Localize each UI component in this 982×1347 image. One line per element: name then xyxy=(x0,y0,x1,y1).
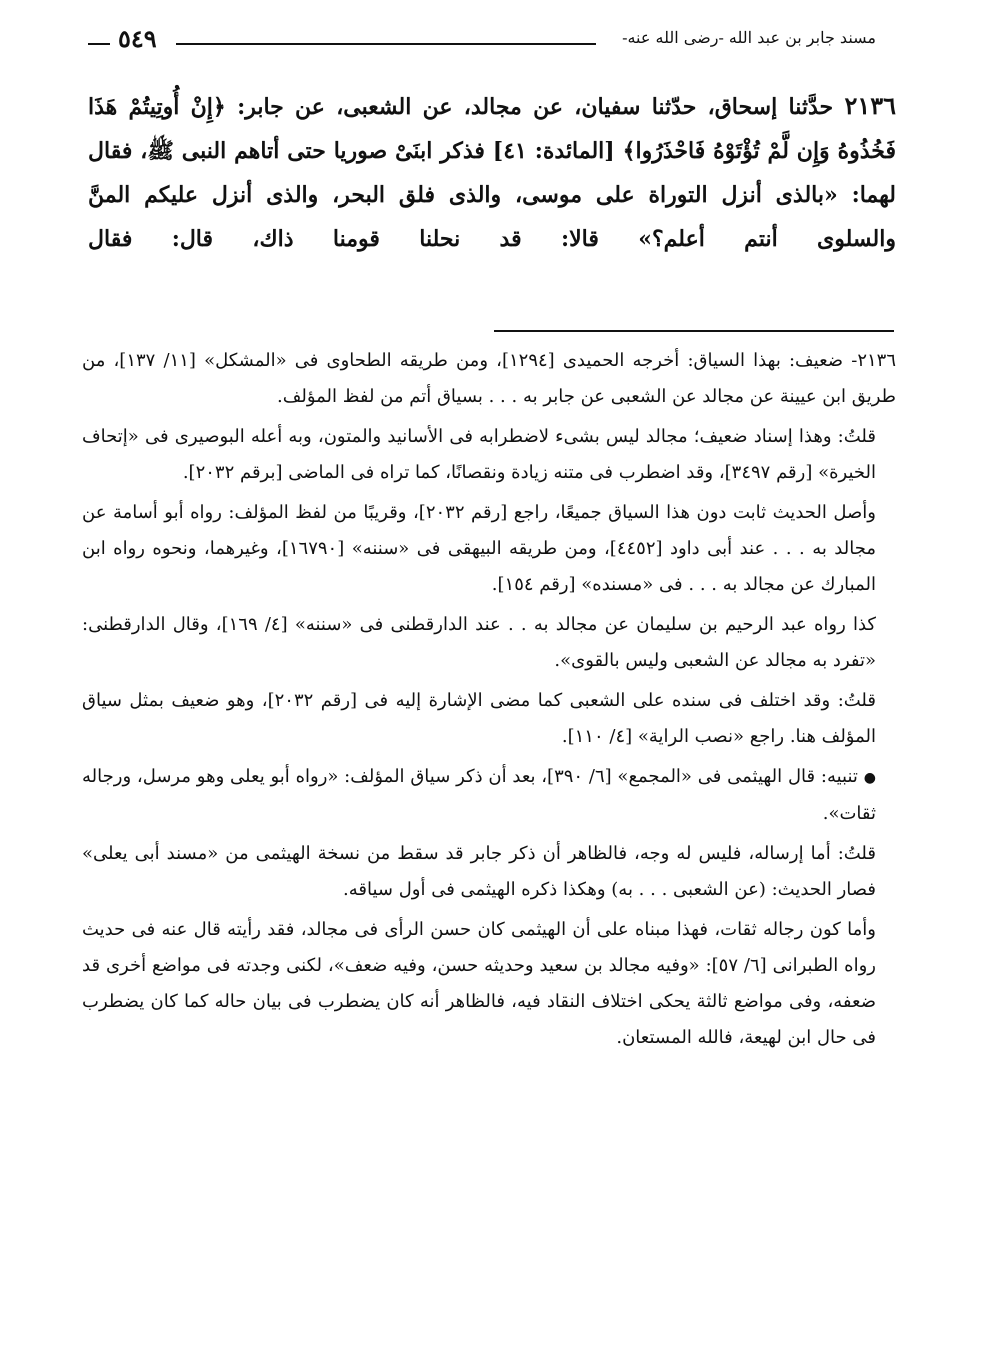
page-number: ٥٤٩ xyxy=(118,24,157,53)
note-text: تنبيه: قال الهيثمى فى «المجمع» [٦/ ٣٩٠]، بعد أن ذكر سياق المؤلف: «رواه أبو يعلى وهو مرسل، ورجاله ثقات». xyxy=(82,766,876,824)
hadith-chain: حدَّثنا إسحاق، حدّثنا سفيان، عن مجالد، عن الشعبى، عن جابر: xyxy=(237,94,834,120)
footnote-paragraph: وأما كون رجاله ثقات، فهذا مبناه على أن الهيثمى كان حسن الرأى فى مجالد، فقد رأيته قال عنه فى حديث رواه الطبرانى [٦/ ٥٧]: «وفيه مجالد بن سعيد وحديثه حسن، وفيه ضعف»، لكنى وجدته فى مواضع أخرى قد ضعفه، وفى مواضع ثالثة يحكى اختلاف النقاد فيه، فالظاهر أنه كان يضطرب فى بيان حاله كما كان يضطرب فى حال ابن لهيعة، فالله المستعان. xyxy=(82,919,876,1048)
header-rule xyxy=(176,43,596,45)
footnote-paragraph: قلتُ: وهذا إسناد ضعيف؛ مجالد ليس بشىء لاضطرابه فى الأسانيد والمتون، وبه أعله البوصيرى فى «إتحاف الخيرة» [رقم ٣٤٩٧]، وقد اضطرب فى متنه زيادة ونقصانًا، كما تراه فى الماضى [برقم ٢٠٣٢]. xyxy=(82,426,876,483)
footnote-paragraph: قلتُ: وقد اختلف فى سنده على الشعبى كما مضى الإشارة إليه فى [رقم ٢٠٣٢]، وهو ضعيف بمثل سياق المؤلف هنا. راجع «نصب الراية» [٤/ ١١٠]. xyxy=(82,690,876,747)
footnote-paragraph: كذا رواه عبد الرحيم بن سليمان عن مجالد به . . عند الدارقطنى فى «سننه» [٤/ ١٦٩]، وقال الدارقطنى: «تفرد به مجالد عن الشعبى وليس بالقوى». xyxy=(82,614,876,671)
footnotes xyxy=(82,343,896,1060)
footnote-paragraph: وأصل الحديث ثابت دون هذا السياق جميعًا، راجع [رقم ٢٠٣٢]، وقريبًا من لفظ المؤلف: رواه أبو أسامة عن مجالد به . . . عند أبى داود [٤٤٥٢]، ومن طريقه البيهقى فى «سننه» [١٦٧٩٠]، وغيرهما، ونحوه رواه ابن المبارك عن مجالد به . . . فى «مسنده» [رقم ١٥٤]. xyxy=(82,502,876,595)
footnote-separator xyxy=(494,330,894,332)
footnote-paragraph: قلتُ: أما إرساله، فليس له وجه، فالظاهر أن ذكر جابر قد سقط من نسخة الهيثمى من «مسند أبى يعلى» فصار الحديث: (عن الشعبى . . . به) وهكذا ذكره الهيثمى فى أول سياقه. xyxy=(82,843,876,900)
hadith-text xyxy=(88,84,896,261)
footnote-paragraph-note xyxy=(82,759,896,832)
header-dash xyxy=(88,43,110,45)
bullet-icon: ● xyxy=(863,770,876,786)
hadith-continuation: قالا: قد نحلنا قومنا ذاك، قال: فقال xyxy=(88,226,599,252)
verse-reference: [المائدة: ٤١] فذكر ابنَىْ صوريا حتى أتاهم النبى ﷺ، فقال لهما: xyxy=(88,138,896,208)
hadith-quote: «بالذى أنزل التوراة على موسى، والذى فلق البحر، والذى أنزل عليكم المنَّ والسلوى أنتم أعلم؟» xyxy=(88,182,896,252)
footnote-paragraph: ٢١٣٦- ضعيف: بهذا السياق: أخرجه الحميدى [١٢٩٤]، ومن طريقه الطحاوى فى «المشكل» [١١/ ١٣٧]، من طريق ابن عيينة عن مجالد عن الشعبى عن جابر به . . . بسياق أتم من لفظ المؤلف. xyxy=(82,350,896,407)
running-head-title: مسند جابر بن عبد الله -رضى الله عنه- xyxy=(622,28,876,47)
running-header xyxy=(88,26,876,56)
hadith-number: ٢١٣٦ xyxy=(844,91,896,120)
quran-verse: ﴿إِنْ أُوتِيتُمْ هَذَا فَخُذُوهُ وَإِن لَّمْ تُؤْتَوْهُ فَاحْذَرُوا﴾ xyxy=(88,94,897,164)
